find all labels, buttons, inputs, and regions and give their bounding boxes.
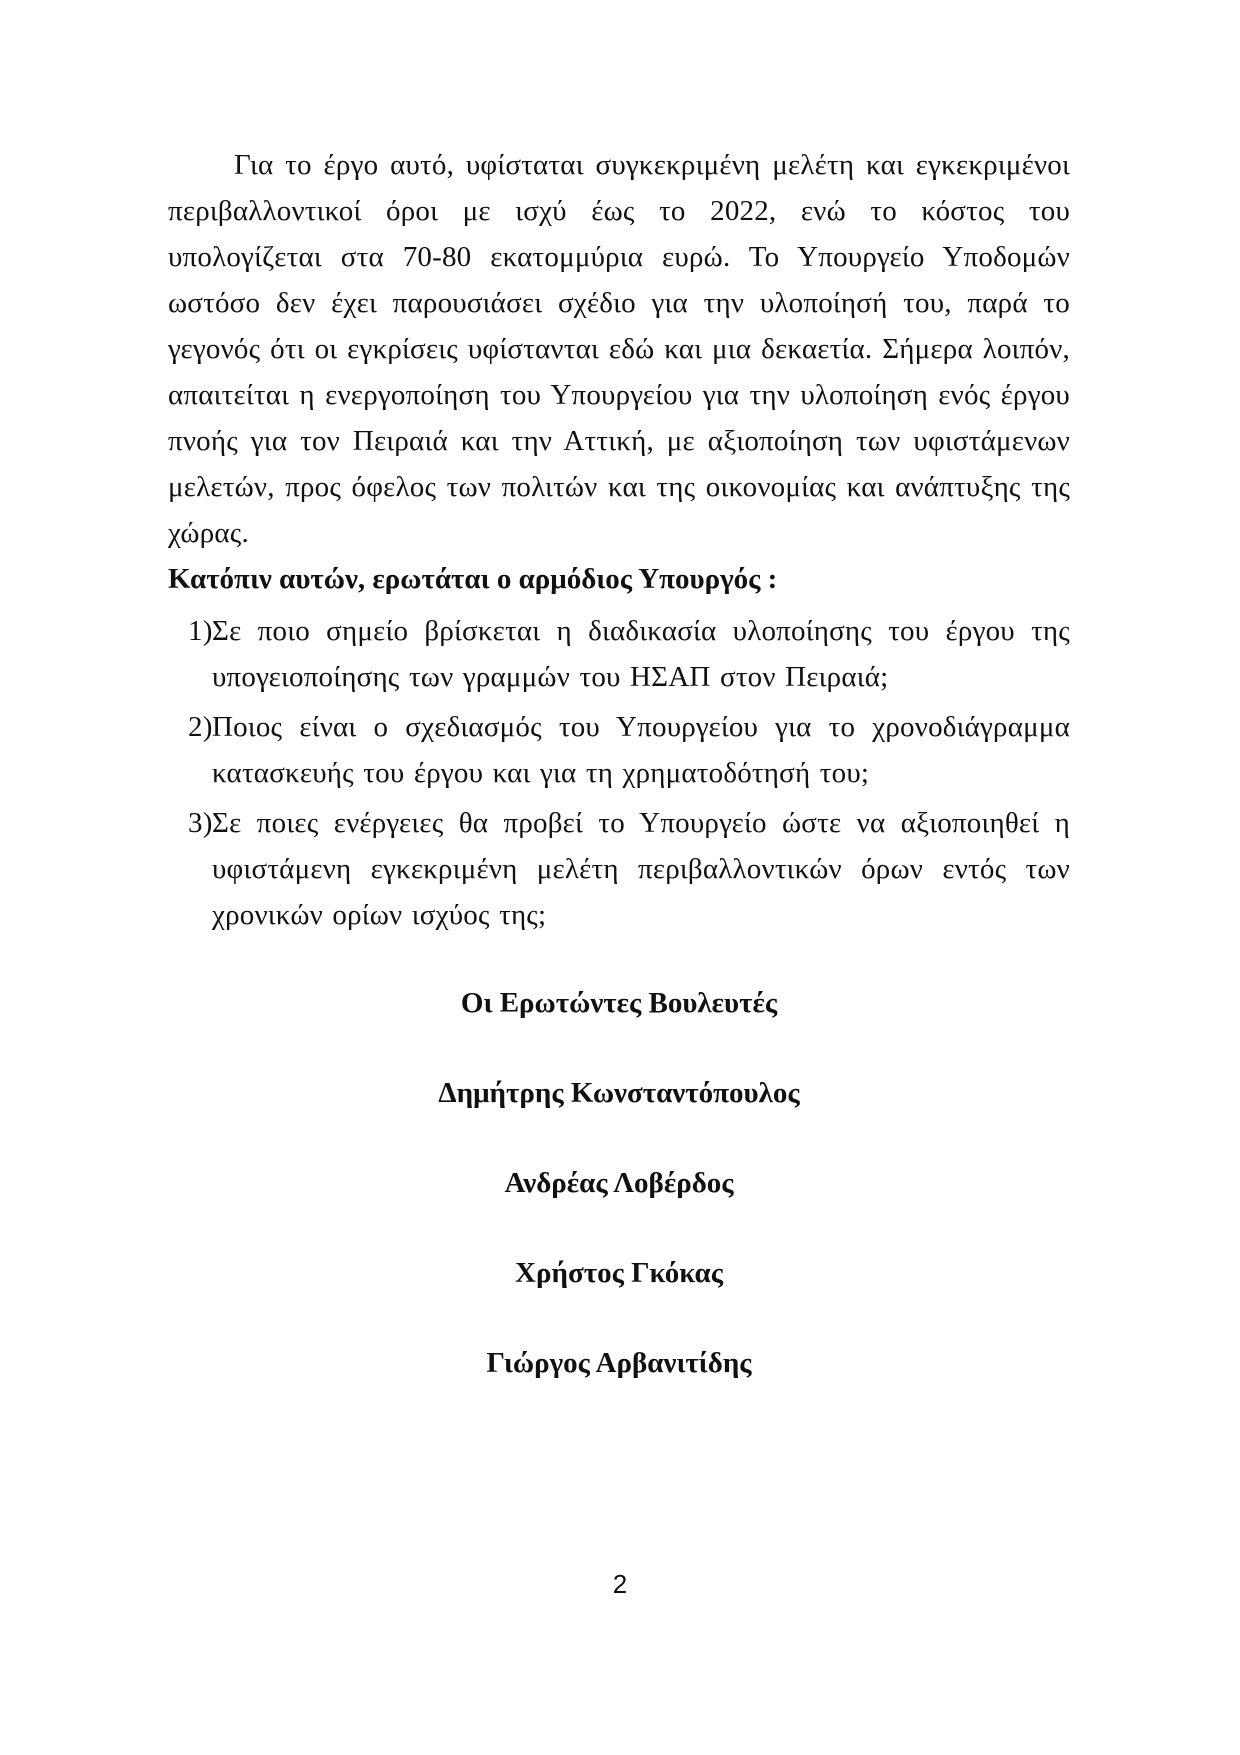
signatory-name-2: Ανδρέας Λοβέρδος bbox=[504, 1167, 734, 1199]
question-number-3: 3) bbox=[188, 807, 213, 839]
signatory-name-1: Δημήτρης Κωνσταντόπουλος bbox=[438, 1077, 800, 1109]
question-item-2 bbox=[168, 704, 1070, 796]
document-content bbox=[168, 142, 1070, 1386]
signature-heading: Οι Ερωτώντες Βουλευτές bbox=[460, 987, 778, 1019]
question-text-2: Ποιος είναι ο σχεδιασμός του Υπουργείου για το χρονοδιάγραμμα κατασκευής του έργου και για τη χρηματοδότησή του; bbox=[212, 711, 1070, 789]
page-number: 2 bbox=[612, 1569, 628, 1599]
question-number-2: 2) bbox=[188, 711, 213, 743]
signatory-name-3: Χρήστος Γκόκας bbox=[515, 1257, 723, 1289]
questions-heading: Κατόπιν αυτών, ερωτάται ο αρμόδιος Υπουργός : bbox=[168, 563, 778, 595]
signatory-name-4: Γιώργος Αρβανιτίδης bbox=[486, 1347, 752, 1379]
question-text-1: Σε ποιο σημείο βρίσκεται η διαδικασία υλοποίησης του έργου της υπογειοποίησης των γραμμών του ΗΣΑΠ στον Πειραιά; bbox=[212, 615, 1070, 693]
question-text-3: Σε ποιες ενέργειες θα προβεί το Υπουργείο ώστε να αξιοποιηθεί η υφιστάμενη εγκεκριμένη μελέτη περιβαλλοντικών όρων εντός των χρονικών ορίων ισχύος της; bbox=[212, 807, 1070, 931]
question-number-1: 1) bbox=[188, 615, 213, 647]
question-item-1 bbox=[168, 608, 1070, 700]
question-list bbox=[168, 608, 1070, 938]
question-item-3 bbox=[168, 800, 1070, 938]
intro-paragraph: Για το έργο αυτό, υφίσταται συγκεκριμένη μελέτη και εγκεκριμένοι περιβαλλοντικοί όροι με ισχύ έως το 2022, ενώ το κόστος του υπολογίζεται στα 70-80 εκατομμύρια ευρώ. Το Υπουργείο Υποδομών ωστόσο δεν έχει παρουσιάσει σχέδιο για την υλοποίησή του, παρά το γεγονός ότι οι εγκρίσεις υφίστανται εδώ και μια δεκαετία. Σήμερα λοιπόν, απαιτείται η ενεργοποίηση του Υπουργείου για την υλοποίηση ενός έργου πνοής για τον Πειραιά και την Αττική, με αξιοποίηση των υφιστάμενων μελετών, προς όφελος των πολιτών και της οικονομίας και ανάπτυξης της χώρας. bbox=[168, 149, 1070, 549]
